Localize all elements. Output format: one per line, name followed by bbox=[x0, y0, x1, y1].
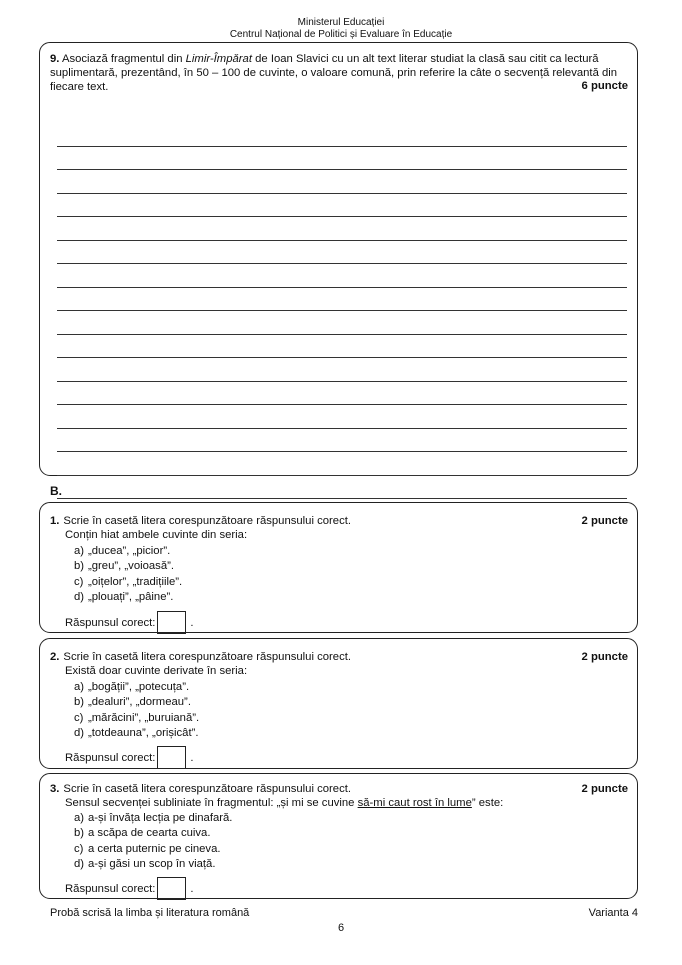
option-b2-a: a) „bogății”, „potecuța”. bbox=[74, 681, 190, 693]
question-b2-options bbox=[74, 680, 199, 741]
question-9-box bbox=[39, 42, 638, 476]
question-b2-prompt: Există doar cuvinte derivate în seria: bbox=[65, 665, 248, 677]
answer-label: Răspunsul corect: bbox=[65, 617, 156, 629]
answer-line[interactable] bbox=[57, 147, 627, 171]
answer-line[interactable] bbox=[57, 264, 627, 288]
question-9-text-a: Asociază fragmentul din bbox=[61, 53, 186, 65]
answer-label: Răspunsul corect: bbox=[65, 883, 156, 895]
question-b3-number: 3. bbox=[50, 783, 60, 795]
question-b2-instruction-text: Scrie în casetă litera corespunzătoare răspunsului corect. bbox=[63, 651, 352, 663]
option-b1-d: d) „plouați”, „pâine”. bbox=[74, 590, 174, 603]
answer-line[interactable] bbox=[57, 123, 627, 147]
answer-line[interactable] bbox=[57, 382, 627, 406]
question-b3-points: 2 puncte bbox=[581, 783, 628, 795]
option-b2-b: b) „dealuri”, „dormeau”. bbox=[74, 696, 191, 709]
option-b1-b: b) „greu”, „voioasă”. bbox=[74, 560, 175, 573]
question-b1-options bbox=[74, 544, 182, 605]
question-b3-box bbox=[39, 773, 638, 899]
answer-line[interactable] bbox=[57, 288, 627, 312]
answer-line[interactable] bbox=[57, 429, 627, 453]
question-9-text bbox=[50, 52, 628, 94]
option-b1-a: a) „ducea”, „picior”. bbox=[74, 545, 171, 557]
option-b2-c: c) „mărăcini”, „buruiană”. bbox=[74, 711, 200, 724]
answer-line[interactable] bbox=[57, 217, 627, 241]
question-b1-instruction-text: Scrie în casetă litera corespunzătoare răspunsului corect. bbox=[63, 515, 352, 527]
answer-line[interactable] bbox=[57, 311, 627, 335]
question-9-text-b: de Ioan Slavici cu un alt text literar studiat la clasă sau citit ca lectură suplimentară, prezentând, în 50 – 100 de cuvinte, o valoare comună, prin referire la câte o secvență relevantă din fiecare text. bbox=[50, 53, 618, 93]
answer-line[interactable] bbox=[57, 241, 627, 265]
question-b2-number: 2. bbox=[50, 651, 60, 663]
question-b3-prompt: Sensul secvenței subliniate în fragmentul: „și mi se cuvine să-mi caut rost în lume” este: bbox=[65, 797, 504, 809]
question-b2-answer: Răspunsul corect: . bbox=[65, 746, 194, 769]
footer-variant: Varianta 4 bbox=[588, 907, 638, 919]
question-9-points: 6 puncte bbox=[581, 80, 628, 92]
question-b3-instruction-text: Scrie în casetă litera corespunzătoare răspunsului corect. bbox=[63, 783, 352, 795]
answer-lines[interactable] bbox=[57, 123, 627, 499]
option-b3-a: a) a-și învăța lecția pe dinafară. bbox=[74, 812, 233, 824]
option-b3-b: b) a scăpa de cearta cuiva. bbox=[74, 827, 211, 840]
question-b2-box bbox=[39, 638, 638, 769]
answer-line[interactable] bbox=[57, 358, 627, 382]
question-b3-instruction bbox=[50, 783, 351, 795]
answer-line[interactable] bbox=[57, 335, 627, 359]
underlined-sequence: să-mi caut rost în lume bbox=[357, 797, 472, 809]
question-b1-box bbox=[39, 502, 638, 633]
question-9-number: 9. bbox=[50, 53, 60, 65]
question-b1-points: 2 puncte bbox=[581, 515, 628, 527]
answer-line[interactable] bbox=[57, 452, 627, 476]
question-b1-number: 1. bbox=[50, 515, 60, 527]
option-b1-c: c) „oițelor”, „tradițiile”. bbox=[74, 575, 183, 588]
header-center: Centrul Național de Politici și Evaluare în Educație bbox=[229, 29, 453, 40]
question-9-title: Limir-Împărat bbox=[185, 53, 252, 65]
section-b-heading: B. bbox=[50, 484, 62, 498]
answer-line[interactable] bbox=[57, 405, 627, 429]
answer-label: Răspunsul corect: bbox=[65, 752, 156, 764]
page-header bbox=[0, 17, 682, 41]
option-b3-d: d) a-și găsi un scop în viață. bbox=[74, 857, 216, 870]
answer-box-b1[interactable] bbox=[157, 611, 186, 634]
answer-line[interactable] bbox=[57, 476, 627, 500]
question-b1-prompt: Conțin hiat ambele cuvinte din seria: bbox=[65, 529, 248, 541]
header-ministry: Ministerul Educației bbox=[297, 17, 385, 28]
page-number: 6 bbox=[337, 922, 345, 934]
answer-box-b3[interactable] bbox=[157, 877, 186, 900]
question-b1-instruction bbox=[50, 515, 351, 527]
option-b2-d: d) „totdeauna”, „orișicât”. bbox=[74, 726, 199, 739]
question-b2-points: 2 puncte bbox=[581, 651, 628, 663]
answer-line[interactable] bbox=[57, 194, 627, 218]
answer-box-b2[interactable] bbox=[157, 746, 186, 769]
footer-exam-name: Probă scrisă la limba și literatura română bbox=[50, 907, 250, 919]
option-b3-c: c) a certa puternic pe cineva. bbox=[74, 842, 221, 855]
question-b3-options bbox=[74, 811, 232, 872]
question-b2-instruction bbox=[50, 651, 351, 663]
answer-line[interactable] bbox=[57, 170, 627, 194]
question-b3-answer: Răspunsul corect: . bbox=[65, 877, 194, 900]
question-b1-answer: Răspunsul corect: . bbox=[65, 611, 194, 634]
